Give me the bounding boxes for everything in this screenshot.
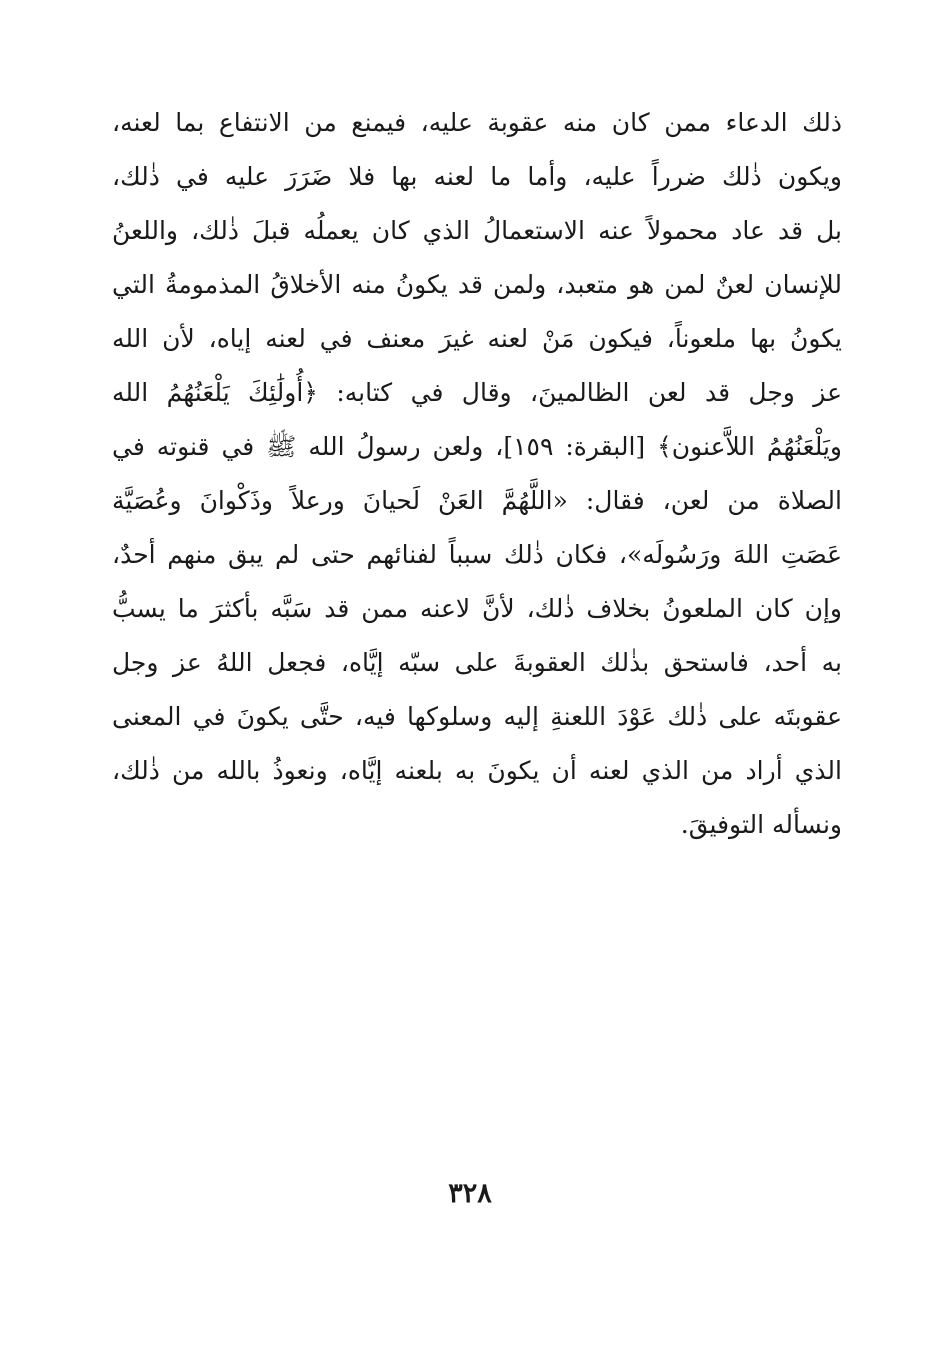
- text-line: عَصَتِ اللهَ ورَسُولَه»، فكان ذٰلك سبباً لفنائهم حتى لم يبق منهم أحدٌ،: [112, 540, 842, 569]
- text-line: وإن كان الملعونُ بخلاف ذٰلك، لأنَّ لاعنه ممن قد سَبَّه بأكثرَ ما يسبُّ: [112, 594, 842, 623]
- text-line: الذي أراد من الذي لعنه أن يكونَ به بلعنه إيَّاه، ونعوذُ بالله من ذٰلك،: [112, 756, 842, 785]
- text-line: عقوبتَه على ذٰلك عَوْدَ اللعنةِ إليه وسلوكها فيه، حتَّى يكونَ في المعنى: [112, 702, 842, 731]
- text-line: ذلك الدعاء ممن كان منه عقوبة عليه، فيمنع من الانتفاع بما لعنه،: [112, 108, 842, 137]
- text-line: ويَلْعَنُهُمُ اللاَّعنون﴾ [البقرة: ١٥٩]، ولعن رسولُ الله ﷺ في قنوته في: [112, 432, 842, 461]
- text-line: ونسأله التوفيقَ.: [680, 810, 842, 839]
- text-line: للإنسان لعنٌ لمن هو متعبد، ولمن قد يكونُ منه الأخلاقُ المذمومةُ التي: [112, 270, 842, 299]
- text-line: يكونُ بها ملعوناً، فيكون مَنْ لعنه غيرَ معنف في لعنه إياه، لأن الله: [112, 324, 842, 353]
- text-line: ويكون ذٰلك ضرراً عليه، وأما ما لعنه بها فلا ضَرَرَ عليه في ذٰلك،: [112, 162, 842, 191]
- page-number: ٣٢٨: [448, 1178, 492, 1209]
- text-line: الصلاة من لعن، فقال: «اللَّهُمَّ العَنْ لَحيانَ ورعلاً وذَكْوانَ وعُصَيَّة: [112, 486, 842, 515]
- text-line: عز وجل قد لعن الظالمينَ، وقال في كتابه: ﴿أُولَٰئِكَ يَلْعَنُهُمُ الله: [112, 378, 842, 407]
- text-line: بل قد عاد محمولاً عنه الاستعمالُ الذي كان يعملُه قبلَ ذٰلك، واللعنُ: [112, 216, 842, 245]
- text-line: به أحد، فاستحق بذٰلك العقوبةَ على سبّه إيَّاه، فجعل اللهُ عز وجل: [112, 648, 842, 677]
- body-text: [112, 96, 842, 852]
